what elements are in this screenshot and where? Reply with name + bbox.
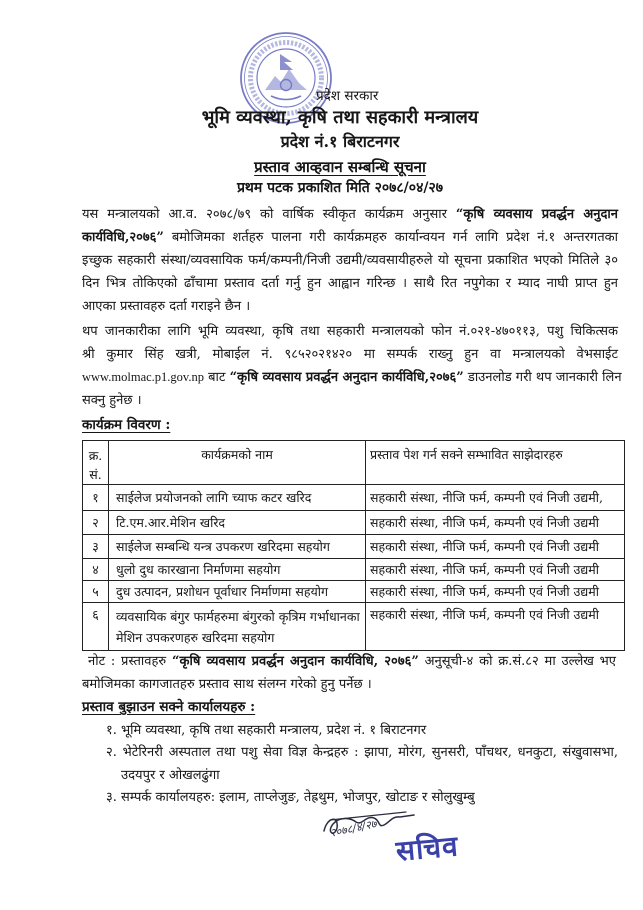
note-text: बमोजिमका कागजातहरु प्रस्ताव साथ संलग्न गरेको हुनु पर्नेछ ।: [82, 677, 372, 692]
office-item-continuation: उदयपुर र ओखलढुंगा: [121, 768, 220, 783]
contact-line: [82, 389, 618, 412]
serial-number-cell: ४: [83, 559, 109, 581]
contact-text: सक्नु हुनेछ ।: [82, 393, 142, 408]
table-row: [83, 485, 625, 511]
secretary-stamp: सचिव: [394, 829, 460, 868]
contact-text: श्री कुमार सिंह खत्री, मोबाईल नं. ९८५२०२१४२० मा सम्पर्क राख्नु हुन वा मन्त्रालयको वेभसाईट: [82, 347, 618, 362]
serial-number-header: क्र. सं.: [83, 441, 109, 485]
program-table: [82, 440, 625, 651]
intro-text: यस मन्त्रालयको आ.व. २०७८/७९ को वार्षिक स्वीकृत कार्यक्रम अनुसार: [82, 207, 447, 222]
government-label: प्रदेश सरकार: [316, 88, 379, 104]
serial-number-cell: ५: [83, 581, 109, 603]
program-details-heading: [82, 415, 170, 435]
publication-date: प्रथम पटक प्रकाशित मिति २०७८/०४/२७: [236, 180, 444, 196]
notice-title: [140, 157, 540, 177]
contact-text: थप जानकारीका लागि भूमि व्यवस्था, कृषि तथा सहकारी मन्त्रालयको फोन नं.०२१-४७०११३, पशु चिकित्सक: [82, 324, 618, 339]
contact-line: [82, 343, 618, 366]
program-name-cell: दुध उत्पादन, प्रशोधन पूर्वाधार निर्माणमा सहयोग: [109, 581, 366, 603]
notice-title-text: प्रस्ताव आव्हवान सम्बन्धि सूचना: [254, 158, 426, 176]
flag-icon: [280, 54, 293, 70]
program-name-cell: साईलेज सम्बन्धि यन्त्र उपकरण खरिदमा सहयोग: [109, 535, 366, 559]
seal-banner: [271, 96, 301, 100]
partners-cell: सहकारी संस्था, नीजि फर्म, कम्पनी एवं निजी उद्यमी: [366, 603, 625, 651]
program-name-header: कार्यक्रमको नाम: [109, 441, 366, 485]
table-row: [83, 511, 625, 535]
intro-line: [82, 249, 618, 272]
note-line: [88, 650, 616, 673]
office-item: ३. सम्पर्क कार्यालयहरु: इलाम, ताप्लेजुङ, तेह्रथुम, भोजपुर, खोटाङ र सोलुखुम्बु: [106, 790, 475, 805]
program-name-cell: टि.एम.आर.मेशिन खरिद: [109, 511, 366, 535]
scheme-name: “कृषि व्यवसाय प्रवर्द्धन अनुदान: [455, 207, 618, 222]
potential-partners-header: प्रस्ताव पेश गर्न सक्ने सम्भावित साझेदारहरु: [366, 441, 625, 485]
serial-number-cell: ३: [83, 535, 109, 559]
note-text: अनुसूची-४ को क्र.सं.८२ मा उल्लेख भए: [424, 654, 616, 669]
scheme-name: “कृषि व्यवसाय प्रवर्द्धन अनुदान कार्यविधि, २०७६”: [171, 654, 419, 669]
program-name-cell: साईलेज प्रयोजनको लागि च्याफ कटर खरिद: [109, 485, 366, 511]
note-line: [82, 673, 618, 696]
contact-text: डाउनलोड गरी थप जानकारी लिन: [467, 370, 622, 385]
ministry-website: www.molmac.p1.gov.np: [82, 370, 204, 384]
submission-offices-heading-text: प्रस्ताव बुझाउन सक्ने कार्यालयहरु :: [82, 699, 256, 715]
contact-line: [82, 320, 618, 343]
table-row: [83, 535, 625, 559]
intro-text: दिन भित्र तोकिएको ढाँचामा प्रस्ताव दर्ता गर्नु हुन आह्वान गरिन्छ । साथै रित नपुगेका र म्याद नाघी प्राप्त हुन: [82, 276, 618, 291]
scheme-name: “कृषि व्यवसाय प्रवर्द्धन अनुदान कार्यविधि,२०७६”: [229, 370, 464, 385]
table-row: [83, 581, 625, 603]
intro-text: आएका प्रस्तावहरु दर्ता गराइने छैन ।: [82, 299, 251, 314]
partners-cell: सहकारी संस्था, नीजि फर्म, कम्पनी एवं निजी उद्यमी: [366, 581, 625, 603]
intro-line: [82, 203, 618, 226]
program-name-cell: धुलो दुध कारखाना निर्माणमा सहयोग: [109, 559, 366, 581]
serial-number-cell: १: [83, 485, 109, 511]
table-header-row: [83, 441, 625, 485]
note-text: नोट : प्रस्तावहरु: [88, 654, 167, 669]
program-details-heading-text: कार्यक्रम विवरण :: [82, 417, 171, 433]
table-row: [83, 559, 625, 581]
intro-line: [82, 226, 618, 249]
submission-offices-heading: [82, 697, 255, 717]
intro-line: [82, 295, 618, 318]
intro-text: बमोजिमका शर्तहरु पालना गरी कार्यक्रमहरु कार्यान्वयन गर्न लागि प्रदेश नं.१ अन्तरगतका: [171, 230, 618, 245]
intro-line: [82, 272, 618, 295]
ministry-title: भूमि व्यवस्था, कृषि तथा सहकारी मन्त्रालय: [201, 107, 479, 128]
partners-cell: सहकारी संस्था, नीजि फर्म, कम्पनी एवं निजी उद्यमी: [366, 535, 625, 559]
serial-number-cell: २: [83, 511, 109, 535]
signature-date: २०७८/४/२७: [328, 817, 378, 840]
serial-number-cell: ६: [83, 603, 109, 651]
program-name-cell: व्यवसायिक बंगुर फार्महरुमा बंगुरको कृत्रिम गर्भाधानका मेशिन उपकरणहरु खरिदमा सहयोग: [109, 603, 366, 651]
scheme-name: कार्यविधि,२०७६”: [82, 230, 164, 245]
partners-cell: सहकारी संस्था, नीजि फर्म, कम्पनी एवं निजी उद्यमी: [366, 559, 625, 581]
contact-text: बाट: [208, 370, 226, 385]
partners-cell: सहकारी संस्था, नीजि फर्म, कम्पनी एवं निजी उद्यमी: [366, 511, 625, 535]
table-row: [83, 603, 625, 651]
partners-cell: सहकारी संस्था, नीजि फर्म, कम्पनी एवं निजी उद्यमी,: [366, 485, 625, 511]
contact-line: [82, 366, 622, 389]
office-item: २. भेटेरिनरी अस्पताल तथा पशु सेवा विज्ञ केन्द्रहरु : झापा, मोरंग, सुनसरी, पाँचथर, धनकुटा, संखुवासभा,: [106, 745, 618, 760]
office-item: १. भूमि व्यवस्था, कृषि तथा सहकारी मन्त्रालय, प्रदेश नं. १ बिराटनगर: [106, 723, 427, 738]
province-location: प्रदेश नं.१ बिराटनगर: [280, 132, 400, 151]
intro-text: इच्छुक सहकारी संस्था/व्यवसायिक फर्म/कम्पनी/निजी उद्यमी/व्यवसायीहरुले यो सूचना प्रकाशित भएको मितिले ३०: [82, 253, 618, 268]
